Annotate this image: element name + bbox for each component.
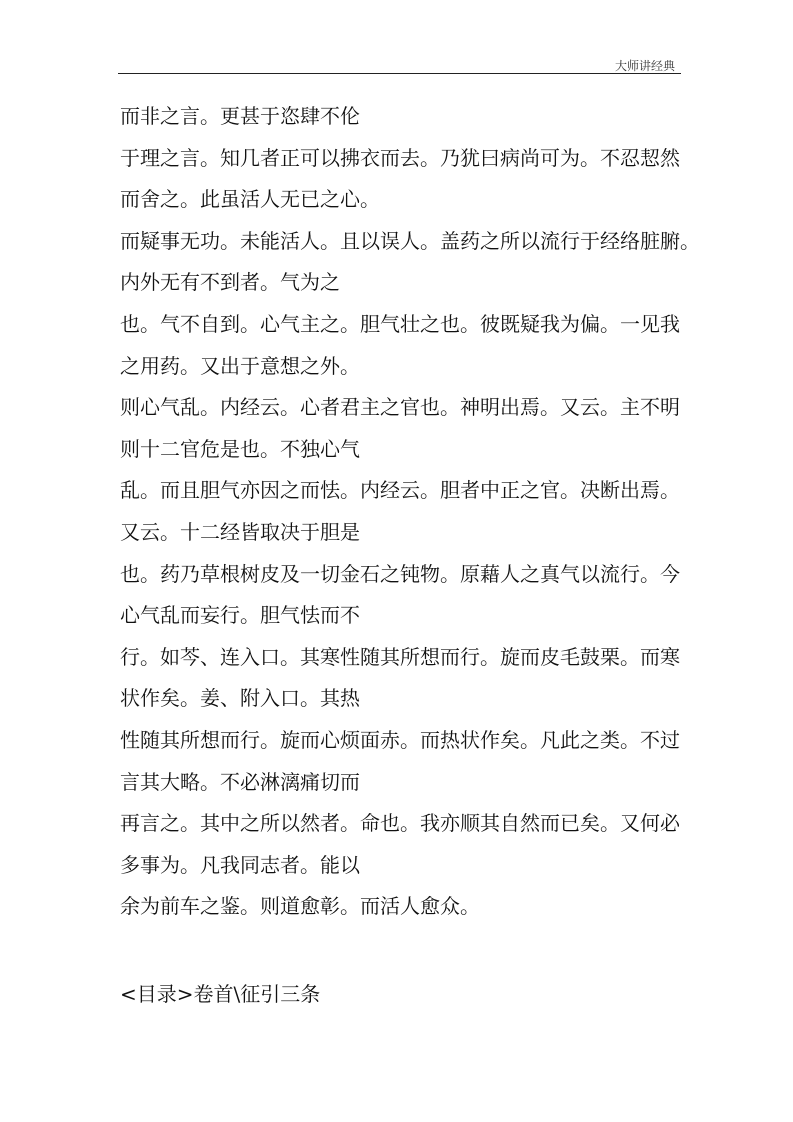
text-line: 多事为。凡我同志者。能以 xyxy=(120,852,360,877)
body-text xyxy=(120,96,700,928)
text-line: 于理之言。知几者正可以拂衣而去。乃犹曰病尚可为。不忍恝然 xyxy=(120,145,680,170)
text-line: 内外无有不到者。气为之 xyxy=(120,270,340,295)
text-line: 言其大略。不必淋漓痛切而 xyxy=(120,769,360,794)
toc-link[interactable]: <目录>卷首\征引三条 xyxy=(120,982,321,1006)
text-line: 之用药。又出于意想之外。 xyxy=(120,353,360,378)
text-line: 行。如芩、连入口。其寒性随其所想而行。旋而皮毛鼓栗。而寒 xyxy=(120,644,680,669)
text-line: 乱。而且胆气亦因之而怯。内经云。胆者中正之官。决断出焉。 xyxy=(120,478,680,503)
text-line: 状作矣。姜、附入口。其热 xyxy=(120,686,360,711)
text-line: 余为前车之鉴。则道愈彰。而活人愈众。 xyxy=(120,894,480,919)
text-line: 性随其所想而行。旋而心烦面赤。而热状作矣。凡此之类。不过 xyxy=(120,727,680,752)
text-line: 也。药乃草根树皮及一切金石之钝物。原藉人之真气以流行。今 xyxy=(120,561,680,586)
text-line: 则十二官危是也。不独心气 xyxy=(120,436,360,461)
text-line: 再言之。其中之所以然者。命也。我亦顺其自然而已矣。又何必 xyxy=(120,811,680,836)
header-divider xyxy=(118,73,681,74)
text-line: 则心气乱。内经云。心者君主之官也。神明出焉。又云。主不明 xyxy=(120,395,680,420)
text-line: 而舍之。此虽活人无已之心。 xyxy=(120,187,380,212)
header-title: 大师讲经典 xyxy=(614,59,675,73)
text-line: 心气乱而妄行。胆气怯而不 xyxy=(120,603,360,628)
text-line: 而疑事无功。未能活人。且以误人。盖药之所以流行于经络脏腑。 xyxy=(120,228,700,253)
text-line: 又云。十二经皆取决于胆是 xyxy=(120,519,360,544)
text-line: 也。气不自到。心气主之。胆气壮之也。彼既疑我为偏。一见我 xyxy=(120,311,680,336)
text-line: 而非之言。更甚于恣肆不伦 xyxy=(120,104,360,128)
